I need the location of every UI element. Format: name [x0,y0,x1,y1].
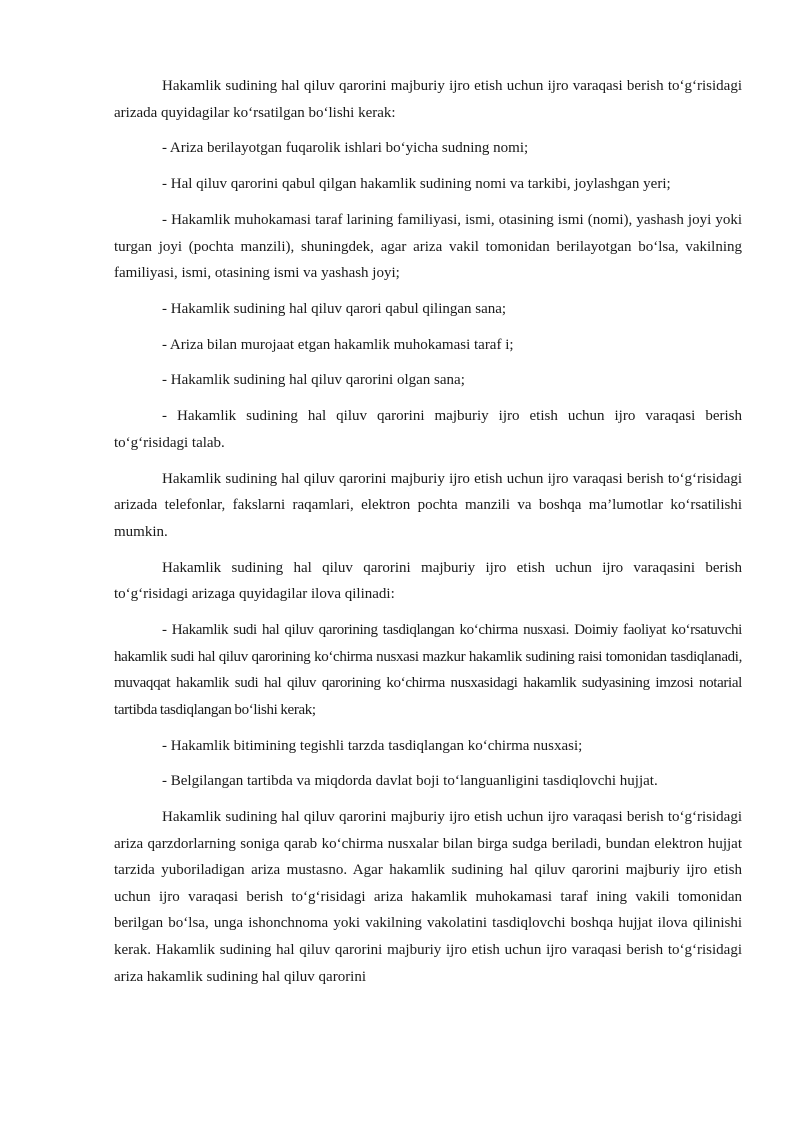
paragraph-intro-requirements: Hakamlik sudining hal qiluv qarorini majburiy ijro etish uchun ijro varaqasi berish to‘g‘risidagi arizada quyidagilar ko‘rsatilgan bo‘lishi kerak: [114,78,742,121]
paragraph-attachments-intro: Hakamlik sudining hal qiluv qarorini majburiy ijro etish uchun ijro varaqasini berish to‘g‘risidagi arizaga quyidagilar ilova qilinadi: [114,559,742,603]
paragraph-submission: Hakamlik sudining hal qiluv qarorini majburiy ijro etish uchun ijro varaqasi berish to‘g‘risidagi ariza qarzdorlarning soniga qarab ko‘chirma nusxalar bilan birga sudga beriladi, bundan elektron hujjat tarzida yuboriladigan ariza mustasno. Agar hakamlik sudining hal qiluv qarorini majburiy ijro etish uchun ijro varaqasi berish to‘g‘risidagi ariza hakamlik muhokamasi taraf ining vakili tomonidan berilgan bo‘lsa, unga ishonchnoma yoki vakilning vakolatini tasdiqlovchi boshqa hujjat ilova qilinishi kerak. Hakamlik sudining hal qiluv qarorini majburiy ijro etish uchun ijro varaqasi berish to‘g‘risidagi ariza hakamlik sudining hal qiluv qarorini [114,809,742,985]
list-item-applicant-party: - Ariza bilan murojaat etgan hakamlik muhokamasi taraf i; [162,336,514,353]
paragraph-optional-contacts: Hakamlik sudining hal qiluv qarorini majburiy ijro etish uchun ijro varaqasi berish to‘g‘risidagi arizada telefonlar, fakslarni raqamlari, elektron pochta manzili va boshqa ma’lumotlar ko‘rsatilishi mumkin. [114,470,742,540]
list-item-agreement-copy: - Hakamlik bitimining tegishli tarzda tasdiqlangan ko‘chirma nusxasi; [162,737,583,754]
list-item-certified-copy: - Hakamlik sudi hal qiluv qarorining tasdiqlangan ko‘chirma nusxasi. Doimiy faoliyat ko‘rsatuvchi hakamlik sudi hal qiluv qarorining ko‘chirma nusxasi mazkur hakamlik sudining raisi tomonidan tasdiqlanadi, muvaqqat hakamlik sudi hal qiluv qarorining ko‘chirma nusxasidagi hakamlik sudyasining imzosi notarial tartibda tasdiqlangan bo‘lishi kerak; [114,621,742,718]
list-item-received-date: - Hakamlik sudining hal qiluv qarorini olgan sana; [162,372,465,389]
list-item-parties-details: - Hakamlik muhokamasi taraf larining familiyasi, ismi, otasining ismi (nomi), yashash joyi yoki turgan joyi (pochta manzili), shuningdek, agar ariza vakil tomonidan berilayotgan bo‘lsa, vakilning familiyasi, ismi, otasining ismi va yashash joyi; [114,211,742,282]
list-item-decision-date: - Hakamlik sudining hal qiluv qarori qabul qilingan sana; [162,300,507,317]
document-page [114,73,742,999]
list-item-state-fee: - Belgilangan tartibda va miqdorda davlat boji to‘languanligini tasdiqlovchi hujjat. [162,773,658,790]
list-item-court-name: - Ariza berilayotgan fuqarolik ishlari bo‘yicha sudning nomi; [162,140,529,157]
list-item-demand: - Hakamlik sudining hal qiluv qarorini majburiy ijro etish uchun ijro varaqasi berish to‘g‘risidagi talab. [114,408,742,451]
list-item-arbitration-court-name: - Hal qiluv qarorini qabul qilgan hakamlik sudining nomi va tarkibi, joylashgan yeri; [162,176,671,193]
